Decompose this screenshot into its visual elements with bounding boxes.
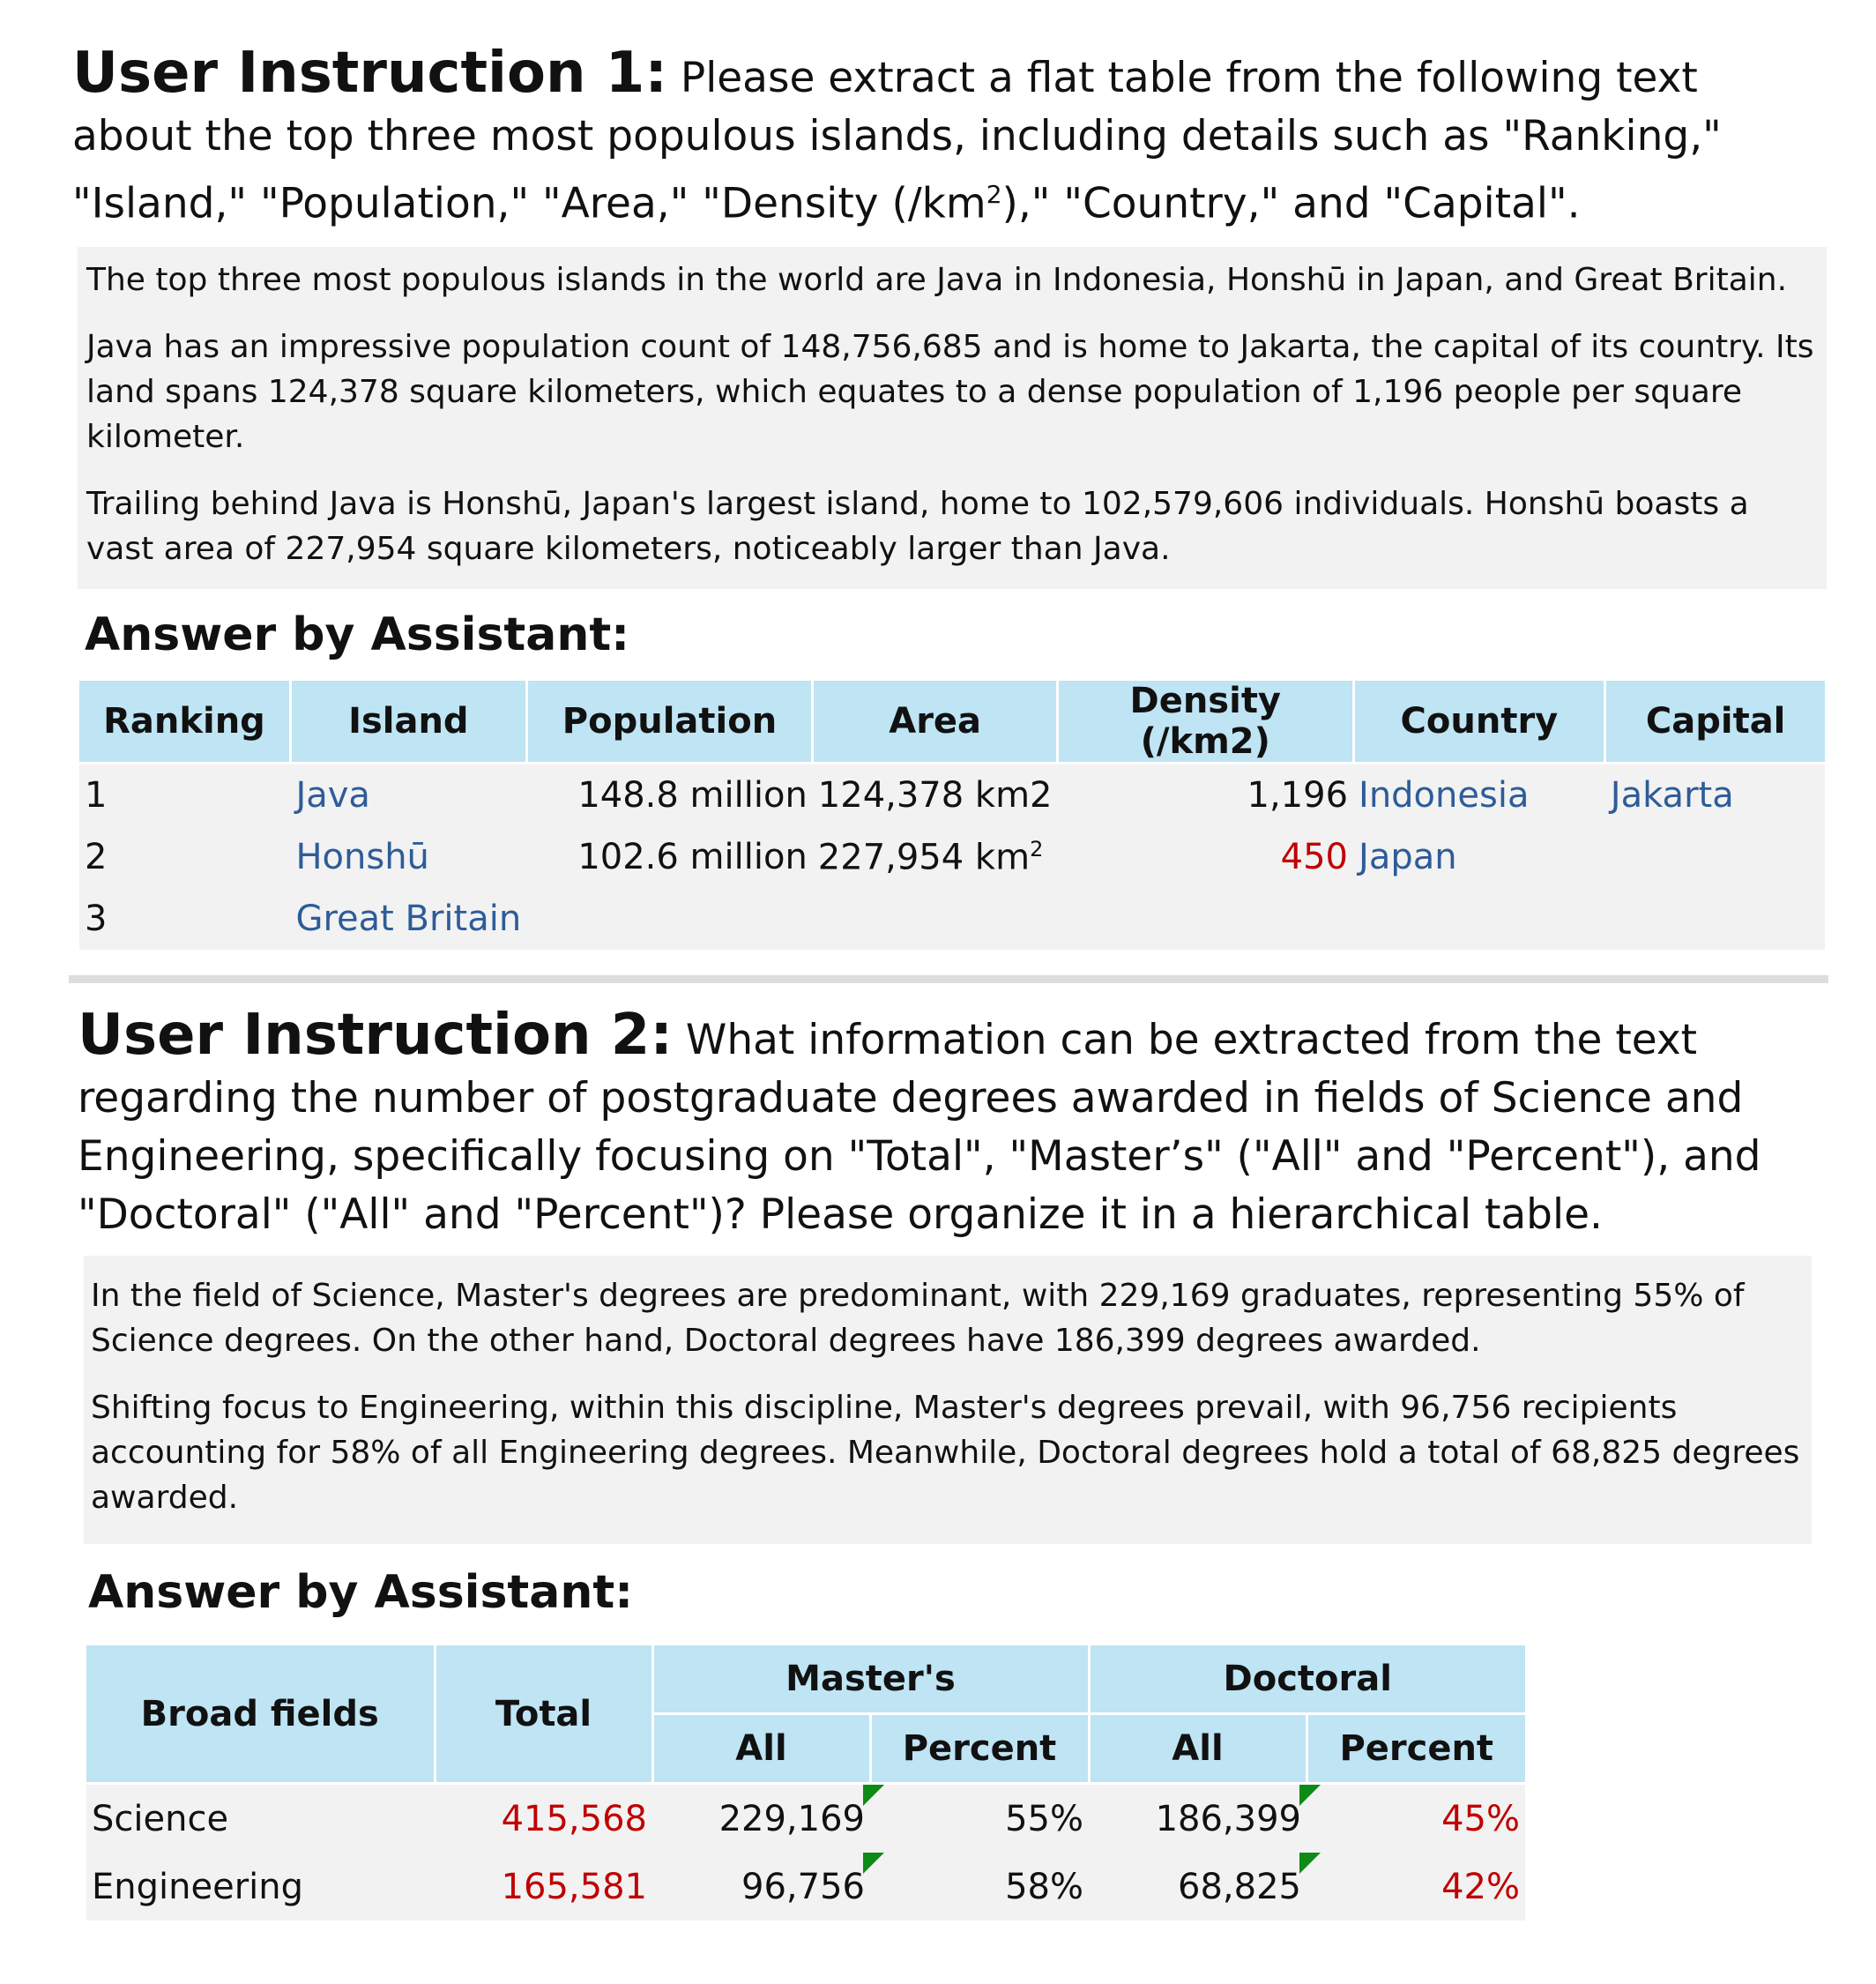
table-row [79,764,1825,827]
col-header-doctoral: Doctoral [1089,1645,1525,1714]
cell-country-link[interactable] [1353,888,1605,950]
passage-2 [84,1256,1812,1544]
cell-total: 415,568 [435,1784,652,1853]
cell-ranking: 1 [79,764,290,827]
section-divider [69,975,1828,983]
instruction-1-text: Please extract a flat table from the following text about the top three most populous islands, including details such as "Ranking," "Island," "Population," "Area," "Density (/km [72,54,1722,228]
cell-doctoral-percent-value: 45% [1441,1798,1520,1839]
comment-flag-icon[interactable] [863,1853,884,1874]
cell-masters-percent-value: 58% [1005,1866,1083,1907]
table-row [86,1853,1525,1921]
col-header-density: Density (/km2) [1058,681,1354,764]
col-header-island: Island [290,681,526,764]
instruction-2-text: What information can be extracted from the text regarding the number of postgraduate degrees awarded in fields of Science and Engineering, specifically focusing on "Total", "Master’s" ("All" and "Percent"), and "Doctoral" ("All" and "Percent")? Please organize it in a hierarchical table. [78,1016,1761,1239]
table-row [86,1784,1525,1853]
col-header-broad-fields: Broad fields [86,1645,435,1784]
cell-capital-link[interactable] [1605,888,1825,950]
col-header-area: Area [813,681,1058,764]
instruction-2 [78,1003,1805,1244]
cell-area-sup: 2 [1030,836,1044,861]
cell-doctoral-percent [1306,1784,1525,1853]
instruction-1 [72,41,1800,234]
col-header-masters-all: All [652,1714,870,1784]
cell-area-text: 227,954 km [817,837,1031,878]
col-header-doctoral-percent: Percent [1306,1714,1525,1784]
cell-area [813,826,1058,888]
cell-population: 148.8 million [526,764,813,827]
table-row [79,888,1825,950]
cell-doctoral-percent-value: 42% [1441,1866,1520,1907]
table-header-row [79,681,1825,764]
instruction-1-lead: User Instruction 1: [72,41,667,106]
col-header-doctoral-all: All [1089,1714,1306,1784]
cell-country-link[interactable]: Japan [1353,826,1605,888]
comment-flag-icon[interactable] [1299,1785,1321,1806]
col-header-population: Population [526,681,813,764]
islands-table [79,681,1825,950]
col-header-ranking: Ranking [79,681,290,764]
passage-1-paragraph-3: Trailing behind Java is Honshū, Japan's largest island, home to 102,579,606 individuals. Honshū boasts a vast area of 227,954 square kilometers, noticeably larger than Java. [86,486,1749,567]
cell-density [1058,888,1354,950]
passage-2-paragraph-2: Shifting focus to Engineering, within this discipline, Master's degrees prevail, with 96,756 recipients accounting for 58% of all Engineering degrees. Meanwhile, Doctoral degrees hold a total of 68,825 degrees awarded. [91,1390,1800,1516]
cell-island-link[interactable]: Java [290,764,526,827]
cell-masters-percent [870,1784,1089,1853]
cell-area [813,888,1058,950]
cell-ranking: 2 [79,826,290,888]
comment-flag-icon[interactable] [863,1785,884,1806]
instruction-1-text-end: )," "Country," and "Capital". [1001,179,1581,228]
cell-country-link[interactable]: Indonesia [1353,764,1605,827]
cell-population [526,888,813,950]
passage-2-paragraph-1: In the field of Science, Master's degrees are predominant, with 229,169 graduates, representing 55% of Science degrees. On the other hand, Doctoral degrees have 186,399 degrees awarded. [91,1278,1745,1359]
cell-density: 450 [1058,826,1354,888]
cell-doctoral-all: 186,399 [1089,1784,1306,1853]
passage-1-paragraph-2: Java has an impressive population count of 148,756,685 and is home to Jakarta, the capital of its country. Its land spans 124,378 square kilometers, which equates to a dense population of 1,196 people per square kilometer. [86,329,1814,455]
cell-capital-link[interactable] [1605,826,1825,888]
cell-area: 124,378 km2 [813,764,1058,827]
passage-1-paragraph-1: The top three most populous islands in the world are Java in Indonesia, Honshū in Japan, and Great Britain. [86,262,1788,298]
cell-masters-all: 229,169 [652,1784,870,1853]
instruction-1-sup: 2 [986,180,1002,209]
cell-total: 165,581 [435,1853,652,1921]
passage-1 [78,247,1827,589]
answer-2-heading: Answer by Assistant: [88,1566,634,1619]
cell-island-link[interactable]: Honshū [290,826,526,888]
col-header-country: Country [1353,681,1605,764]
col-header-masters-percent: Percent [870,1714,1089,1784]
cell-field: Science [86,1784,435,1853]
col-header-capital: Capital [1605,681,1825,764]
cell-field: Engineering [86,1853,435,1921]
col-header-total: Total [435,1645,652,1784]
cell-masters-percent-value: 55% [1005,1798,1083,1839]
cell-island-link[interactable]: Great Britain [290,888,526,950]
cell-masters-percent [870,1853,1089,1921]
instruction-2-lead: User Instruction 2: [78,1003,673,1068]
table-row [79,826,1825,888]
answer-1-heading: Answer by Assistant: [85,608,630,661]
degrees-table [86,1645,1525,1921]
cell-population: 102.6 million [526,826,813,888]
cell-ranking: 3 [79,888,290,950]
cell-doctoral-all: 68,825 [1089,1853,1306,1921]
table-header-row [86,1645,1525,1714]
cell-doctoral-percent [1306,1853,1525,1921]
cell-capital-link[interactable]: Jakarta [1605,764,1825,827]
col-header-masters: Master's [652,1645,1089,1714]
cell-density: 1,196 [1058,764,1354,827]
cell-masters-all: 96,756 [652,1853,870,1921]
comment-flag-icon[interactable] [1299,1853,1321,1874]
